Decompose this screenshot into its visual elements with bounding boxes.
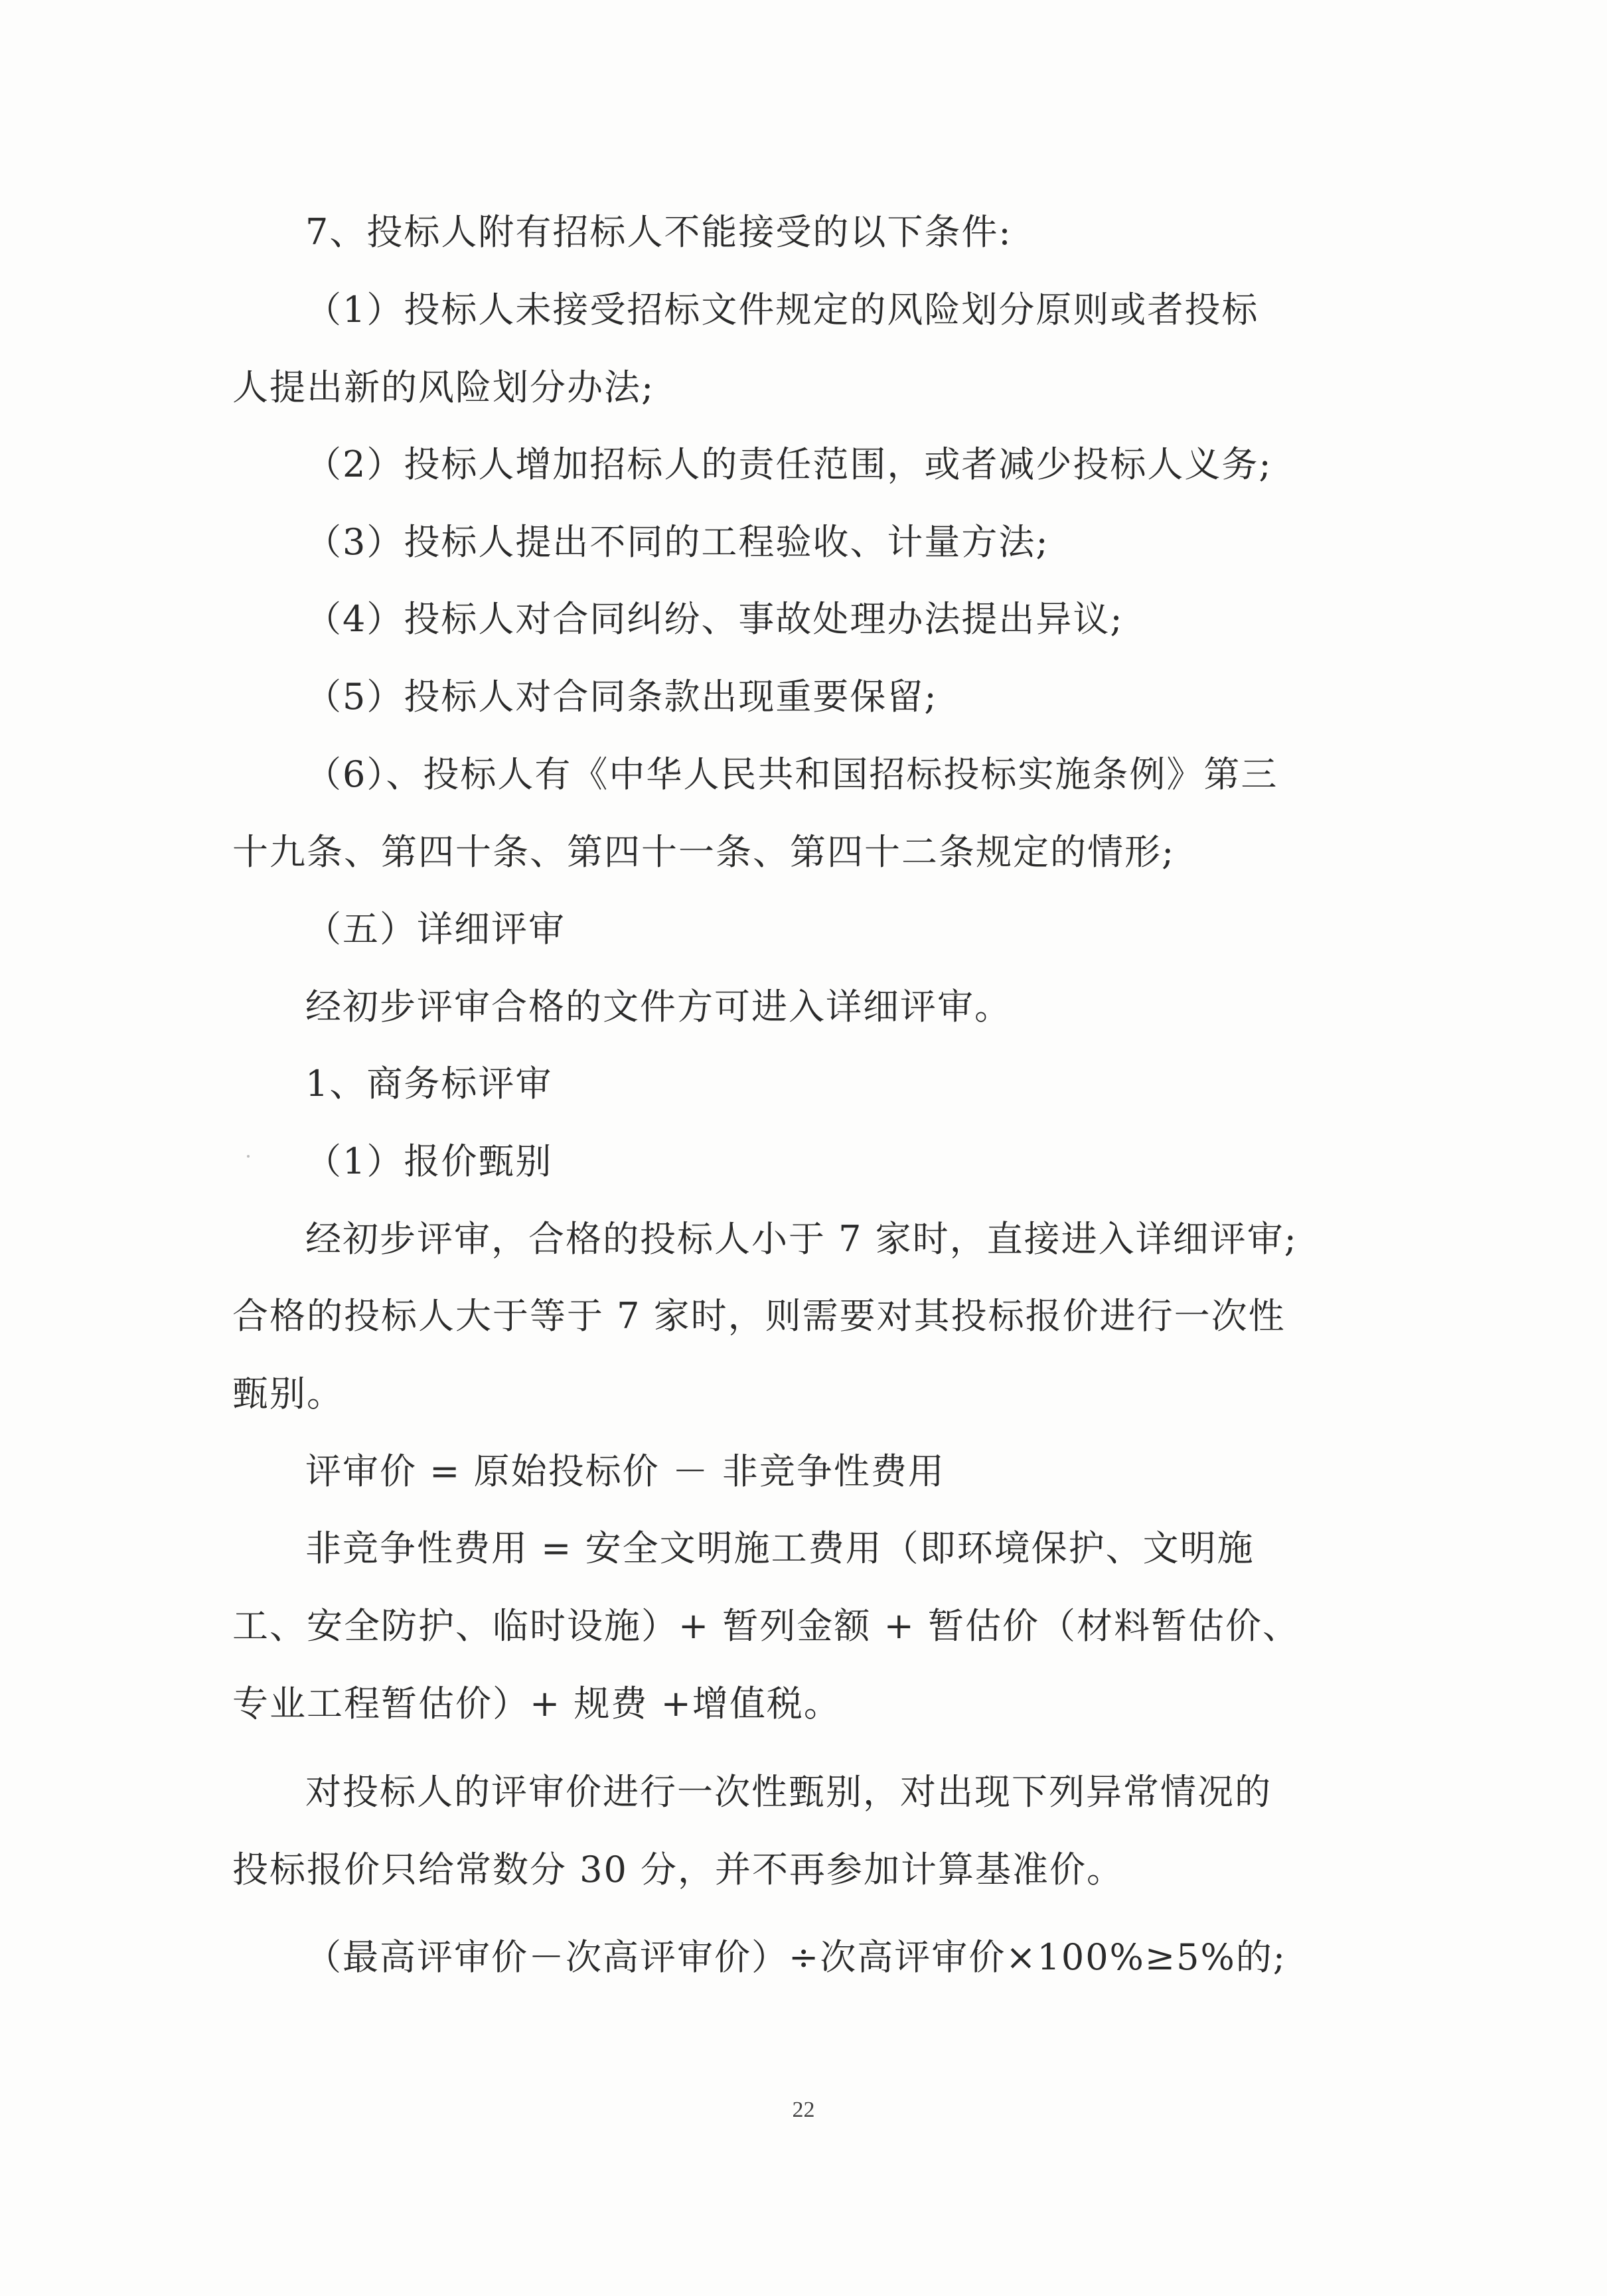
text-line: （3）投标人提出不同的工程验收、计量方法; [305,521,1049,563]
scan-speck [247,1155,250,1158]
text-line: 甄别。 [232,1373,344,1415]
text-line: 经初步评审合格的文件方可进入详细评审。 [305,986,1012,1028]
text-line: 对投标人的评审价进行一次性甄别，对出现下列异常情况的 [305,1771,1272,1813]
text-line: （1）投标人未接受招标文件规定的风险划分原则或者投标 [305,289,1259,331]
section-heading: 1、商务标评审 [305,1063,553,1105]
formula-line: 工、安全防护、临时设施）+ 暂列金额 + 暂估价（材料暂估价、 [232,1605,1300,1647]
section-heading: （1）报价甄别 [305,1140,553,1182]
text-line: （5）投标人对合同条款出现重要保留; [305,676,938,718]
text-line: 十九条、第四十条、第四十一条、第四十二条规定的情形; [232,831,1176,873]
text-line: 投标报价只给常数分 30 分，并不再参加计算基准价。 [232,1849,1124,1890]
formula-line: 非竞争性费用 = 安全文明施工费用（即环境保护、文明施 [305,1527,1255,1569]
text-line: （2）投标人增加招标人的责任范围，或者减少投标人义务; [305,443,1272,485]
formula-line: 专业工程暂估价）+ 规费 +增值税。 [232,1683,841,1724]
text-line: 人提出新的风险划分办法; [232,366,655,408]
page-number: 22 [792,2098,815,2122]
text-line: 7、投标人附有招标人不能接受的以下条件: [305,211,1012,253]
text-line: 经初步评审，合格的投标人小于 7 家时，直接进入详细评审; [305,1218,1298,1260]
text-line: （6）、投标人有《中华人民共和国招标投标实施条例》第三 [305,753,1278,795]
text-line: （4）投标人对合同纠纷、事故处理办法提出异议; [305,598,1124,640]
section-heading: （五）详细评审 [305,908,566,950]
text-line: 合格的投标人大于等于 7 家时，则需要对其投标报价进行一次性 [232,1295,1286,1337]
formula-line: （最高评审价－次高评审价）÷次高评审价×100%≥5%的; [305,1936,1286,1978]
formula-line: 评审价 = 原始投标价 － 非竞争性费用 [305,1450,945,1492]
